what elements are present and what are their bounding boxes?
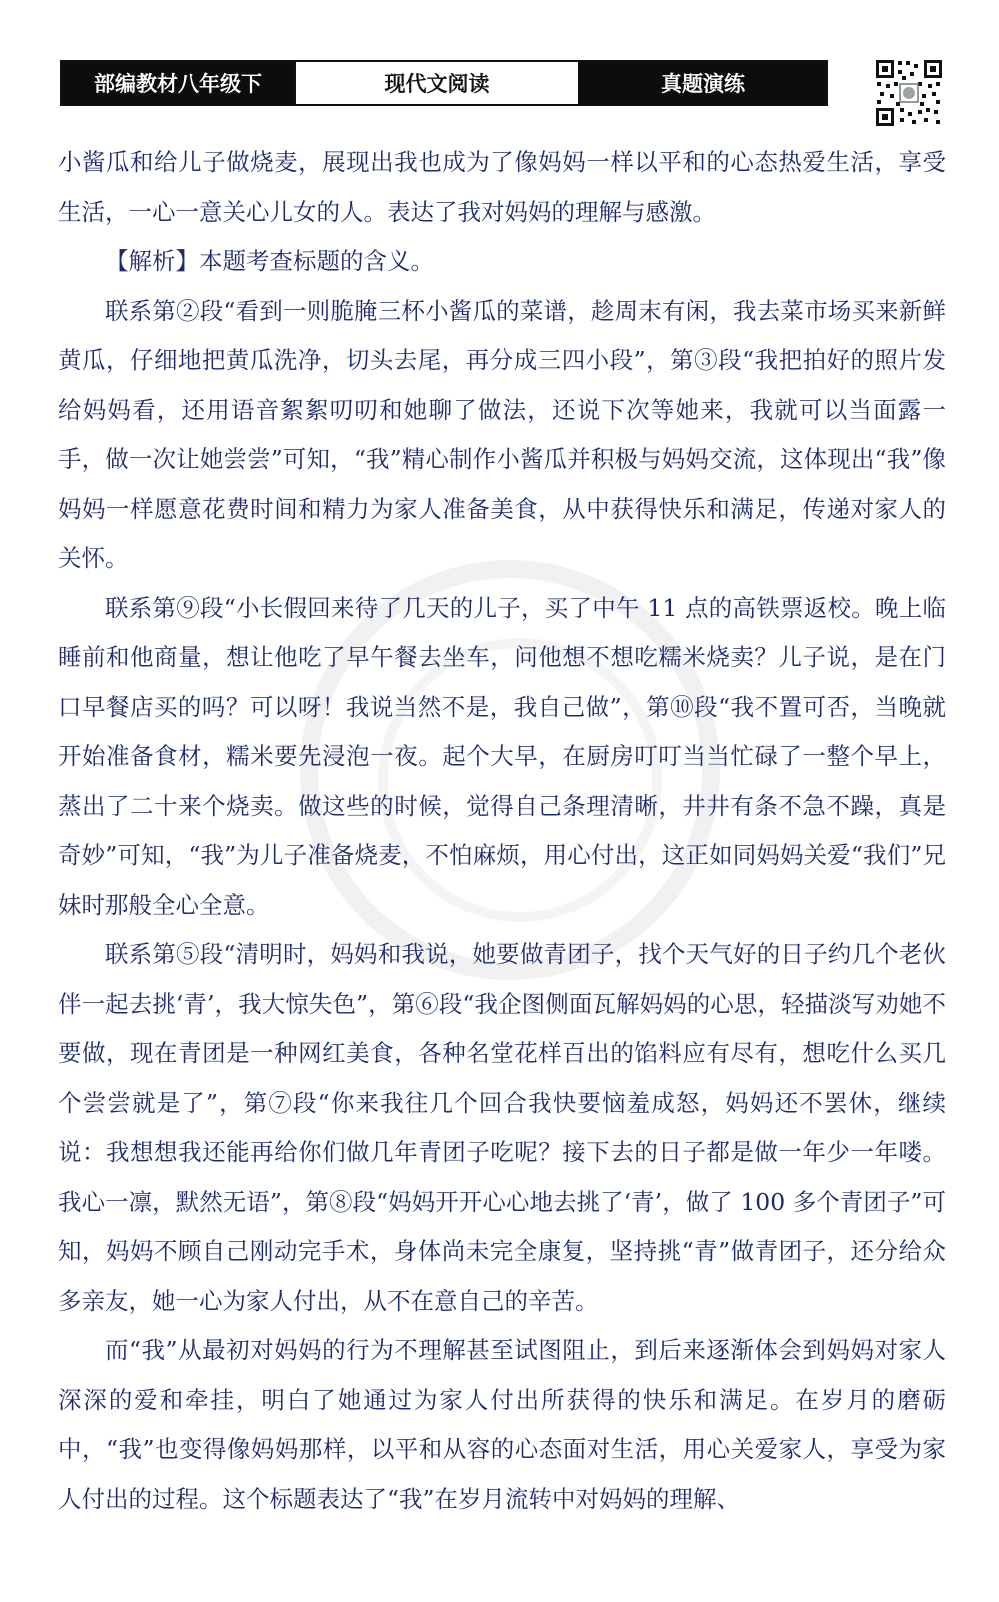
- header-section-title: 现代文阅读: [294, 62, 580, 104]
- header-textbook-label: 部编教材八年级下: [62, 62, 294, 104]
- paragraph: 联系第②段“看到一则脆腌三杯小酱瓜的菜谱，趁周末有闲，我去菜市场买来新鲜黄瓜，仔细地把黄瓜洗净，切头去尾，再分成三四小段”，第③段“我把拍好的照片发给妈妈看，还用语音絮絮叨叨和她聊了做法，还说下次等她来，我就可以当面露一手，做一次让她尝尝”可知，“我”精心制作小酱瓜并积极与妈妈交流，这体现出“我”像妈妈一样愿意花费时间和精力为家人准备美食，从中获得快乐和满足，传递对家人的关怀。: [58, 296, 946, 572]
- paragraph: 而“我”从最初对妈妈的行为不理解甚至试图阻止，到后来逐渐体会到妈妈对家人深深的爱和牵挂，明白了她通过为家人付出所获得的快乐和满足。在岁月的磨砺中，“我”也变得像妈妈那样，以平和从容的心态面对生活，用心关爱家人，享受为家人付出的过程。这个标题表达了“我”在岁月流转中对妈妈的理解、: [58, 1336, 946, 1513]
- paragraph: 小酱瓜和给儿子做烧麦，展现出我也成为了像妈妈一样以平和的心态热爱生活，享受生活，一心一意关心儿女的人。表达了我对妈妈的理解与感激。: [58, 148, 946, 226]
- answer-content: [58, 138, 946, 1524]
- header-exercise-label: 真题演练: [580, 62, 826, 104]
- page-header: [60, 60, 828, 106]
- qr-code-icon: [874, 58, 944, 128]
- paragraph: 联系第⑨段“小长假回来待了几天的儿子，买了中午 11 点的高铁票返校。晚上临睡前和他商量，想让他吃了早午餐去坐车，问他想不想吃糯米烧卖？儿子说，是在门口早餐店买的吗？可以呀！我说当然不是，我自己做”，第⑩段“我不置可否，当晚就开始准备食材，糯米要先浸泡一夜。起个大早，在厨房叮叮当当忙碌了一整个早上，蒸出了二十来个烧卖。做这些的时候，觉得自己条理清晰，井井有条不急不躁，真是奇妙”可知，“我”为儿子准备烧麦，不怕麻烦，用心付出，这正如同妈妈关爱“我们”兄妹时那般全心全意。: [58, 593, 946, 919]
- analysis-heading: 【解析】本题考查标题的含义。: [105, 247, 434, 275]
- paragraph: 联系第⑤段“清明时，妈妈和我说，她要做青团子，找个天气好的日子约几个老伙伴一起去挑‘青’，我大惊失色”，第⑥段“我企图侧面瓦解妈妈的心思，轻描淡写劝她不要做，现在青团是一种网红美食，各种名堂花样百出的馅料应有尽有，想吃什么买几个尝尝就是了”，第⑦段“你来我往几个回合我快要恼羞成怒，妈妈还不罢休，继续说：我想想我还能再给你们做几年青团子吃呢？接下去的日子都是做一年少一年喽。我心一凛，默然无语”，第⑧段“妈妈开开心心地去挑了‘青’，做了 100 多个青团子”可知，妈妈不顾自己刚动完手术，身体尚未完全康复，坚持挑“青”做青团子，还分给众多亲友，她一心为家人付出，从不在意自己的辛苦。: [58, 940, 946, 1315]
